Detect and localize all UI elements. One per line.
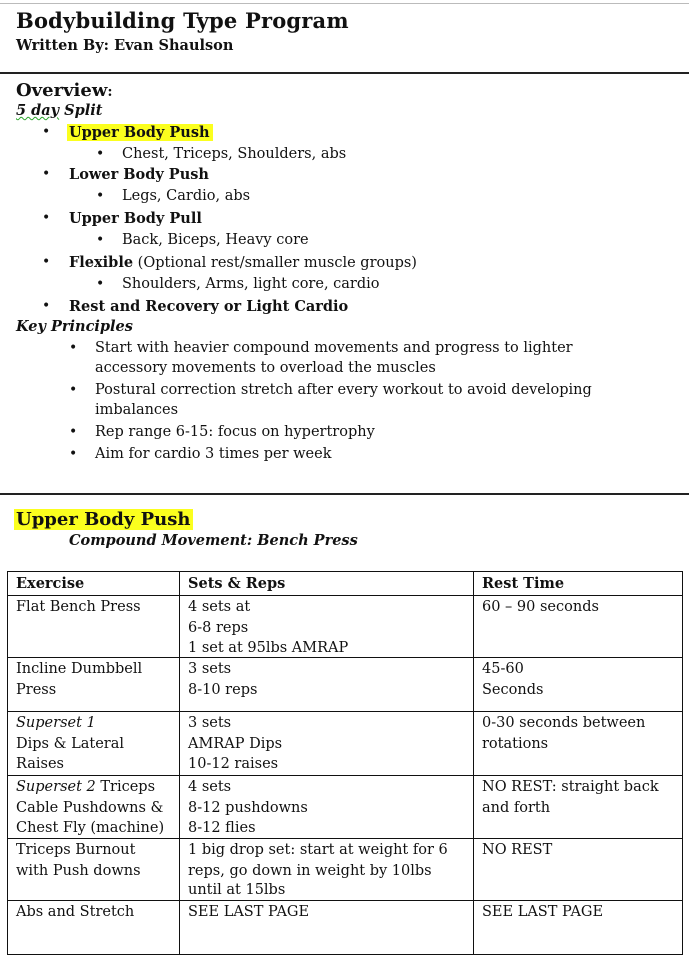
table-row	[8, 712, 683, 776]
sets-cell	[180, 596, 474, 658]
principle-line: Start with heavier compound movements and progress to lighter	[95, 340, 573, 356]
bullet-icon: •	[42, 166, 51, 182]
exercise-line: Abs and Stretch	[16, 904, 135, 920]
rest-line: 0-30 seconds between	[482, 715, 646, 731]
sets-line: 1 set at 95lbs AMRAP	[188, 640, 349, 656]
day-note: (Optional rest/smaller muscle groups)	[133, 255, 417, 271]
exercise-line: Chest Fly (machine)	[16, 820, 165, 836]
table-row	[8, 901, 683, 955]
bullet-icon: •	[42, 254, 51, 270]
split-label-days: 5 day	[16, 102, 60, 119]
table-header-row	[8, 572, 683, 596]
rest-line: NO REST	[482, 842, 553, 858]
exercise-cell	[8, 712, 180, 776]
rest-line: NO REST: straight back	[482, 779, 659, 795]
sets-line: 10-12 raises	[188, 756, 279, 772]
day-item: Rest and Recovery or Light Cardio	[69, 298, 349, 315]
day-item	[67, 124, 213, 141]
sets-line: 1 big drop set: start at weight for 6	[188, 842, 448, 858]
exercise-cell	[8, 839, 180, 901]
header-sets-reps: Sets & Reps	[180, 572, 474, 596]
header-exercise: Exercise	[8, 572, 180, 596]
day-item: Upper Body Pull	[69, 210, 202, 227]
bullet-icon: •	[96, 146, 105, 162]
compound-movement: Compound Movement: Bench Press	[69, 532, 358, 549]
principle-line: accessory movements to overload the muscles	[95, 360, 436, 376]
exercise-line: Triceps Burnout	[16, 842, 136, 858]
bullet-icon: •	[96, 232, 105, 248]
rest-cell	[474, 901, 683, 955]
day-item	[69, 254, 417, 271]
table-row	[8, 596, 683, 658]
sets-cell	[180, 658, 474, 712]
superset-label: Superset 2	[16, 779, 96, 795]
bullet-icon: •	[69, 446, 78, 462]
sets-cell	[180, 776, 474, 839]
exercise-line: Cable Pushdowns &	[16, 800, 164, 816]
rest-line: Seconds	[482, 682, 544, 698]
day-item: Lower Body Push	[69, 166, 209, 183]
sets-line: SEE LAST PAGE	[188, 904, 310, 920]
split-label	[16, 102, 102, 119]
sets-line: 3 sets	[188, 661, 232, 677]
sets-line: 8-12 flies	[188, 820, 256, 836]
rest-line: SEE LAST PAGE	[482, 904, 604, 920]
sets-line: 4 sets at	[188, 599, 251, 615]
rest-cell	[474, 839, 683, 901]
top-border	[0, 3, 689, 4]
exercise-line: with Push downs	[16, 863, 141, 879]
bullet-icon: •	[42, 124, 51, 140]
principles-heading: Key Principles	[16, 318, 133, 335]
bullet-icon: •	[42, 298, 51, 314]
day-name: Flexible	[69, 254, 134, 271]
bullet-icon: •	[69, 340, 78, 356]
overview-heading-text: Overview	[16, 80, 108, 101]
rest-line: rotations	[482, 736, 549, 752]
rest-cell	[474, 658, 683, 712]
day-name-highlighted: Upper Body Push	[67, 124, 213, 141]
sets-cell	[180, 712, 474, 776]
exercise-line: Press	[16, 682, 57, 698]
bullet-icon: •	[69, 382, 78, 398]
exercise-cell	[8, 776, 180, 839]
sets-line: AMRAP Dips	[188, 736, 283, 752]
exercise-line: Incline Dumbbell	[16, 661, 143, 677]
day-sub-item: Back, Biceps, Heavy core	[122, 232, 309, 248]
exercise-cell	[8, 658, 180, 712]
bullet-icon: •	[96, 188, 105, 204]
exercise-line: Flat Bench Press	[16, 599, 141, 615]
header-rest-time: Rest Time	[474, 572, 683, 596]
exercise-cell	[8, 901, 180, 955]
bullet-icon: •	[42, 210, 51, 226]
rest-line: 60 – 90 seconds	[482, 599, 599, 615]
bullet-icon: •	[69, 424, 78, 440]
day-sub-item: Chest, Triceps, Shoulders, abs	[122, 146, 347, 162]
document-author: Written By: Evan Shaulson	[16, 37, 234, 54]
exercise-line: Triceps	[95, 779, 156, 795]
section-divider	[0, 493, 689, 495]
overview-heading-colon: :	[107, 84, 113, 100]
principle-line: Rep range 6-15: focus on hypertrophy	[95, 424, 375, 440]
superset-label: Superset 1	[16, 715, 96, 731]
split-label-word: Split	[59, 102, 103, 119]
table-row	[8, 776, 683, 839]
exercise-cell	[8, 596, 180, 658]
sets-line: until at 15lbs	[188, 882, 286, 898]
exercise-line: Dips & Lateral	[16, 736, 125, 752]
sets-line: 8-12 pushdowns	[188, 800, 308, 816]
document-title: Bodybuilding Type Program	[16, 8, 349, 33]
workout-table	[7, 571, 683, 955]
header-divider	[0, 72, 689, 74]
bullet-icon: •	[96, 276, 105, 292]
table-row	[8, 839, 683, 901]
rest-line: and forth	[482, 800, 551, 816]
section-heading	[14, 509, 193, 530]
sets-cell	[180, 901, 474, 955]
exercise-line: Raises	[16, 756, 64, 772]
table-row	[8, 658, 683, 712]
section-heading-text: Upper Body Push	[14, 509, 193, 530]
sets-line: reps, go down in weight by 10lbs	[188, 863, 432, 879]
principle-line: Postural correction stretch after every workout to avoid developing	[95, 382, 592, 398]
sets-line: 4 sets	[188, 779, 232, 795]
principle-line: imbalances	[95, 402, 179, 418]
day-sub-item: Shoulders, Arms, light core, cardio	[122, 276, 380, 292]
rest-line: 45-60	[482, 661, 524, 677]
rest-cell	[474, 712, 683, 776]
sets-cell	[180, 839, 474, 901]
principle-line: Aim for cardio 3 times per week	[95, 446, 332, 462]
day-sub-item: Legs, Cardio, abs	[122, 188, 251, 204]
sets-line: 6-8 reps	[188, 620, 249, 636]
rest-cell	[474, 776, 683, 839]
overview-heading	[16, 80, 113, 101]
sets-line: 3 sets	[188, 715, 232, 731]
rest-cell	[474, 596, 683, 658]
sets-line: 8-10 reps	[188, 682, 258, 698]
